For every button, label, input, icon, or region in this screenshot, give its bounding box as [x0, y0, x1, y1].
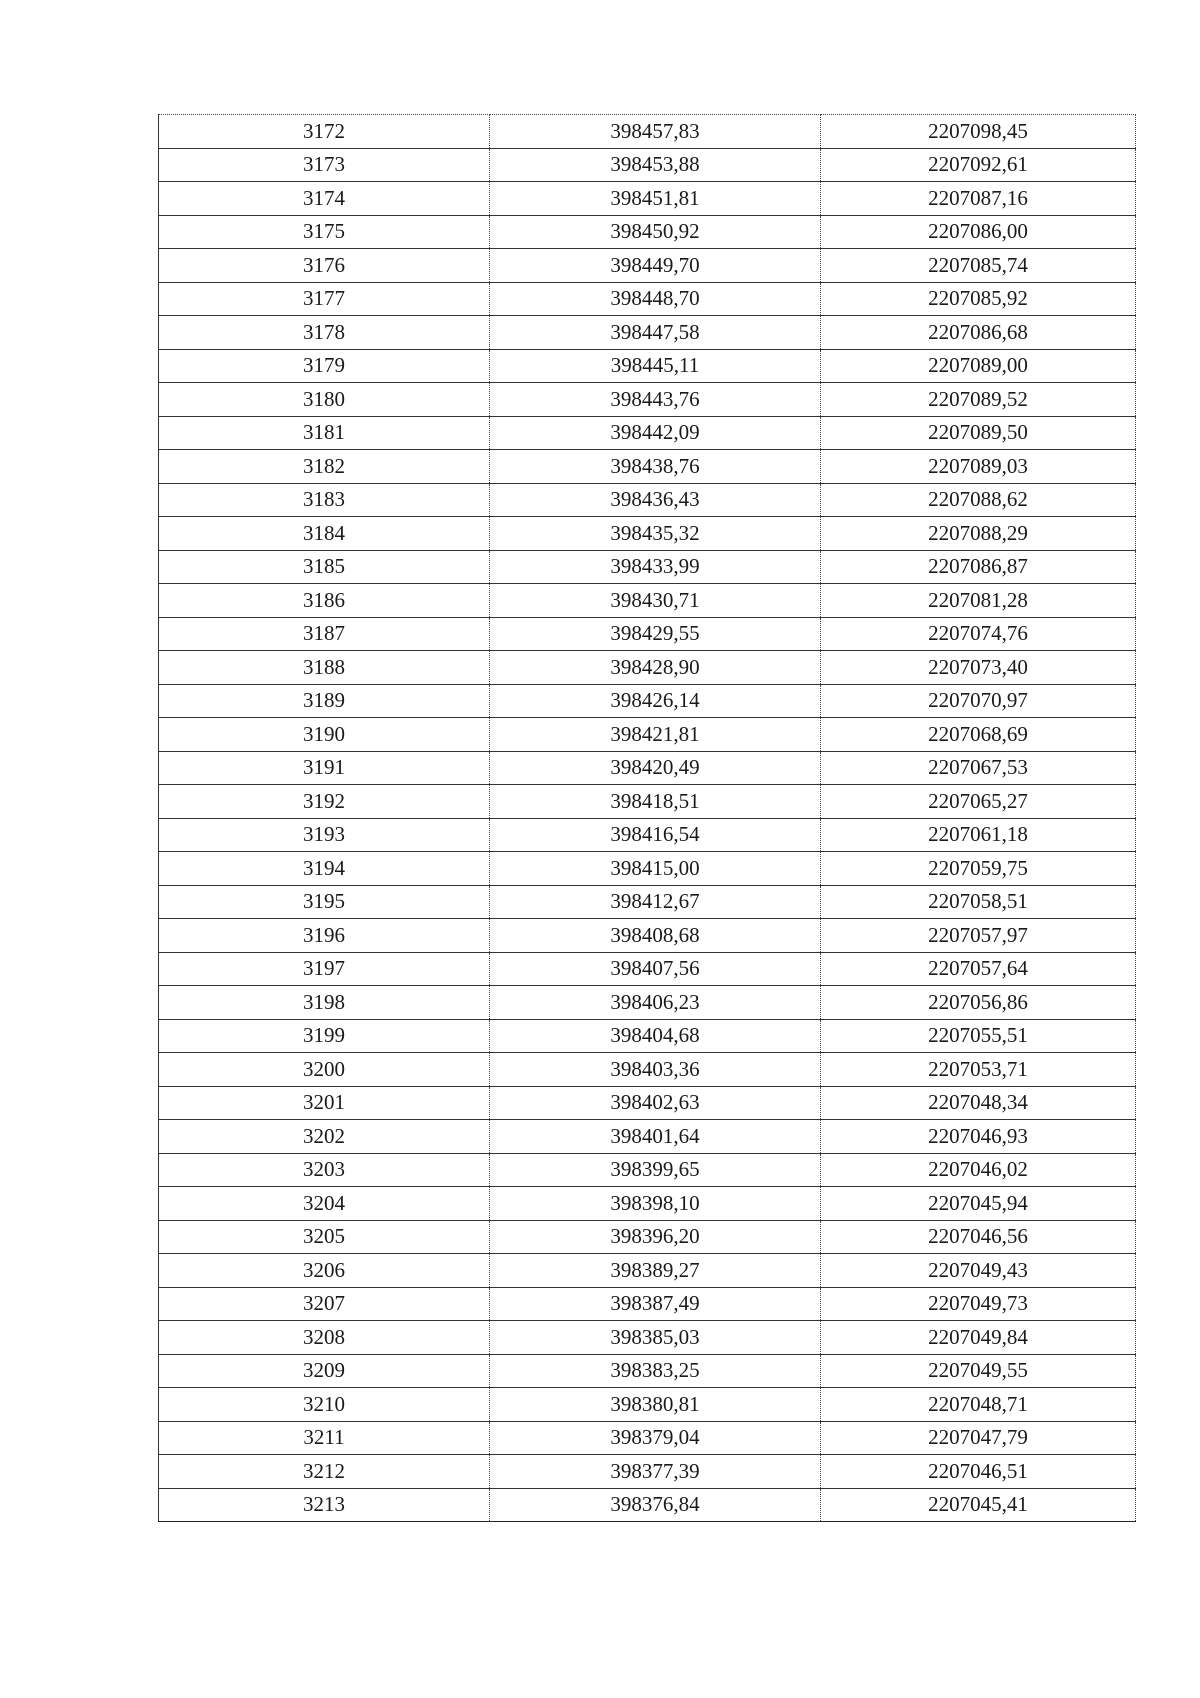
point-number-cell: 3179 [159, 349, 490, 383]
y-coordinate-cell: 2207046,02 [821, 1153, 1136, 1187]
y-coordinate-cell: 2207092,61 [821, 148, 1136, 182]
table-row [159, 1388, 1136, 1422]
y-coordinate-cell: 2207049,43 [821, 1254, 1136, 1288]
y-coordinate-cell: 2207074,76 [821, 617, 1136, 651]
x-coordinate-cell: 398418,51 [490, 785, 821, 819]
y-coordinate-cell: 2207055,51 [821, 1019, 1136, 1053]
table-row [159, 1455, 1136, 1489]
x-coordinate-cell: 398453,88 [490, 148, 821, 182]
point-number-cell: 3175 [159, 215, 490, 249]
y-coordinate-cell: 2207065,27 [821, 785, 1136, 819]
y-coordinate-cell: 2207061,18 [821, 818, 1136, 852]
table-row [159, 1421, 1136, 1455]
x-coordinate-cell: 398404,68 [490, 1019, 821, 1053]
y-coordinate-cell: 2207089,50 [821, 416, 1136, 450]
point-number-cell: 3185 [159, 550, 490, 584]
y-coordinate-cell: 2207053,71 [821, 1053, 1136, 1087]
x-coordinate-cell: 398403,36 [490, 1053, 821, 1087]
table-row [159, 383, 1136, 417]
table-row [159, 349, 1136, 383]
x-coordinate-cell: 398442,09 [490, 416, 821, 450]
point-number-cell: 3181 [159, 416, 490, 450]
table-row [159, 751, 1136, 785]
point-number-cell: 3178 [159, 316, 490, 350]
x-coordinate-cell: 398379,04 [490, 1421, 821, 1455]
y-coordinate-cell: 2207087,16 [821, 182, 1136, 216]
point-number-cell: 3194 [159, 852, 490, 886]
x-coordinate-cell: 398438,76 [490, 450, 821, 484]
point-number-cell: 3187 [159, 617, 490, 651]
table-row [159, 1321, 1136, 1355]
coordinates-table-body [159, 115, 1136, 1522]
point-number-cell: 3174 [159, 182, 490, 216]
point-number-cell: 3180 [159, 383, 490, 417]
y-coordinate-cell: 2207086,68 [821, 316, 1136, 350]
point-number-cell: 3189 [159, 684, 490, 718]
point-number-cell: 3206 [159, 1254, 490, 1288]
x-coordinate-cell: 398416,54 [490, 818, 821, 852]
table-row [159, 483, 1136, 517]
table-row [159, 1153, 1136, 1187]
x-coordinate-cell: 398436,43 [490, 483, 821, 517]
point-number-cell: 3190 [159, 718, 490, 752]
point-number-cell: 3209 [159, 1354, 490, 1388]
y-coordinate-cell: 2207086,87 [821, 550, 1136, 584]
y-coordinate-cell: 2207085,92 [821, 282, 1136, 316]
y-coordinate-cell: 2207047,79 [821, 1421, 1136, 1455]
x-coordinate-cell: 398426,14 [490, 684, 821, 718]
y-coordinate-cell: 2207085,74 [821, 249, 1136, 283]
y-coordinate-cell: 2207089,00 [821, 349, 1136, 383]
x-coordinate-cell: 398399,65 [490, 1153, 821, 1187]
table-row [159, 1053, 1136, 1087]
point-number-cell: 3196 [159, 919, 490, 953]
point-number-cell: 3186 [159, 584, 490, 618]
table-row [159, 517, 1136, 551]
y-coordinate-cell: 2207070,97 [821, 684, 1136, 718]
y-coordinate-cell: 2207049,84 [821, 1321, 1136, 1355]
point-number-cell: 3211 [159, 1421, 490, 1455]
x-coordinate-cell: 398433,99 [490, 550, 821, 584]
table-row [159, 1254, 1136, 1288]
point-number-cell: 3201 [159, 1086, 490, 1120]
x-coordinate-cell: 398430,71 [490, 584, 821, 618]
x-coordinate-cell: 398376,84 [490, 1488, 821, 1522]
y-coordinate-cell: 2207081,28 [821, 584, 1136, 618]
table-row [159, 550, 1136, 584]
x-coordinate-cell: 398448,70 [490, 282, 821, 316]
x-coordinate-cell: 398396,20 [490, 1220, 821, 1254]
y-coordinate-cell: 2207086,00 [821, 215, 1136, 249]
y-coordinate-cell: 2207046,51 [821, 1455, 1136, 1489]
point-number-cell: 3205 [159, 1220, 490, 1254]
point-number-cell: 3198 [159, 986, 490, 1020]
x-coordinate-cell: 398402,63 [490, 1086, 821, 1120]
table-row [159, 986, 1136, 1020]
table-row [159, 115, 1136, 149]
y-coordinate-cell: 2207049,73 [821, 1287, 1136, 1321]
y-coordinate-cell: 2207098,45 [821, 115, 1136, 149]
table-row [159, 148, 1136, 182]
table-row [159, 952, 1136, 986]
table-row [159, 1019, 1136, 1053]
point-number-cell: 3173 [159, 148, 490, 182]
y-coordinate-cell: 2207068,69 [821, 718, 1136, 752]
x-coordinate-cell: 398412,67 [490, 885, 821, 919]
x-coordinate-cell: 398398,10 [490, 1187, 821, 1221]
y-coordinate-cell: 2207089,03 [821, 450, 1136, 484]
point-number-cell: 3176 [159, 249, 490, 283]
x-coordinate-cell: 398407,56 [490, 952, 821, 986]
x-coordinate-cell: 398389,27 [490, 1254, 821, 1288]
point-number-cell: 3177 [159, 282, 490, 316]
x-coordinate-cell: 398435,32 [490, 517, 821, 551]
table-row [159, 1354, 1136, 1388]
x-coordinate-cell: 398457,83 [490, 115, 821, 149]
y-coordinate-cell: 2207045,94 [821, 1187, 1136, 1221]
point-number-cell: 3195 [159, 885, 490, 919]
point-number-cell: 3193 [159, 818, 490, 852]
x-coordinate-cell: 398447,58 [490, 316, 821, 350]
table-row [159, 416, 1136, 450]
x-coordinate-cell: 398449,70 [490, 249, 821, 283]
point-number-cell: 3172 [159, 115, 490, 149]
table-row [159, 450, 1136, 484]
table-row [159, 249, 1136, 283]
point-number-cell: 3212 [159, 1455, 490, 1489]
point-number-cell: 3210 [159, 1388, 490, 1422]
x-coordinate-cell: 398415,00 [490, 852, 821, 886]
table-row [159, 1287, 1136, 1321]
x-coordinate-cell: 398445,11 [490, 349, 821, 383]
point-number-cell: 3191 [159, 751, 490, 785]
y-coordinate-cell: 2207049,55 [821, 1354, 1136, 1388]
x-coordinate-cell: 398377,39 [490, 1455, 821, 1489]
y-coordinate-cell: 2207067,53 [821, 751, 1136, 785]
table-row [159, 1488, 1136, 1522]
point-number-cell: 3202 [159, 1120, 490, 1154]
x-coordinate-cell: 398443,76 [490, 383, 821, 417]
y-coordinate-cell: 2207089,52 [821, 383, 1136, 417]
point-number-cell: 3207 [159, 1287, 490, 1321]
table-row [159, 617, 1136, 651]
x-coordinate-cell: 398380,81 [490, 1388, 821, 1422]
point-number-cell: 3184 [159, 517, 490, 551]
x-coordinate-cell: 398450,92 [490, 215, 821, 249]
x-coordinate-cell: 398385,03 [490, 1321, 821, 1355]
table-row [159, 1086, 1136, 1120]
y-coordinate-cell: 2207088,62 [821, 483, 1136, 517]
y-coordinate-cell: 2207058,51 [821, 885, 1136, 919]
x-coordinate-cell: 398428,90 [490, 651, 821, 685]
point-number-cell: 3197 [159, 952, 490, 986]
y-coordinate-cell: 2207046,56 [821, 1220, 1136, 1254]
point-number-cell: 3203 [159, 1153, 490, 1187]
y-coordinate-cell: 2207057,97 [821, 919, 1136, 953]
x-coordinate-cell: 398451,81 [490, 182, 821, 216]
table-row [159, 1220, 1136, 1254]
point-number-cell: 3182 [159, 450, 490, 484]
y-coordinate-cell: 2207048,34 [821, 1086, 1136, 1120]
table-row [159, 852, 1136, 886]
table-row [159, 818, 1136, 852]
point-number-cell: 3213 [159, 1488, 490, 1522]
y-coordinate-cell: 2207046,93 [821, 1120, 1136, 1154]
x-coordinate-cell: 398383,25 [490, 1354, 821, 1388]
x-coordinate-cell: 398420,49 [490, 751, 821, 785]
table-row [159, 651, 1136, 685]
x-coordinate-cell: 398387,49 [490, 1287, 821, 1321]
x-coordinate-cell: 398408,68 [490, 919, 821, 953]
point-number-cell: 3192 [159, 785, 490, 819]
table-row [159, 1187, 1136, 1221]
x-coordinate-cell: 398421,81 [490, 718, 821, 752]
x-coordinate-cell: 398429,55 [490, 617, 821, 651]
x-coordinate-cell: 398406,23 [490, 986, 821, 1020]
y-coordinate-cell: 2207048,71 [821, 1388, 1136, 1422]
point-number-cell: 3200 [159, 1053, 490, 1087]
y-coordinate-cell: 2207073,40 [821, 651, 1136, 685]
y-coordinate-cell: 2207056,86 [821, 986, 1136, 1020]
table-row [159, 584, 1136, 618]
y-coordinate-cell: 2207059,75 [821, 852, 1136, 886]
coordinates-table [158, 114, 1136, 1522]
table-row [159, 282, 1136, 316]
point-number-cell: 3204 [159, 1187, 490, 1221]
table-row [159, 785, 1136, 819]
table-row [159, 1120, 1136, 1154]
table-row [159, 316, 1136, 350]
table-row [159, 919, 1136, 953]
x-coordinate-cell: 398401,64 [490, 1120, 821, 1154]
point-number-cell: 3183 [159, 483, 490, 517]
point-number-cell: 3199 [159, 1019, 490, 1053]
table-row [159, 684, 1136, 718]
table-row [159, 215, 1136, 249]
table-row [159, 182, 1136, 216]
y-coordinate-cell: 2207088,29 [821, 517, 1136, 551]
table-row [159, 885, 1136, 919]
point-number-cell: 3208 [159, 1321, 490, 1355]
y-coordinate-cell: 2207045,41 [821, 1488, 1136, 1522]
table-row [159, 718, 1136, 752]
y-coordinate-cell: 2207057,64 [821, 952, 1136, 986]
point-number-cell: 3188 [159, 651, 490, 685]
